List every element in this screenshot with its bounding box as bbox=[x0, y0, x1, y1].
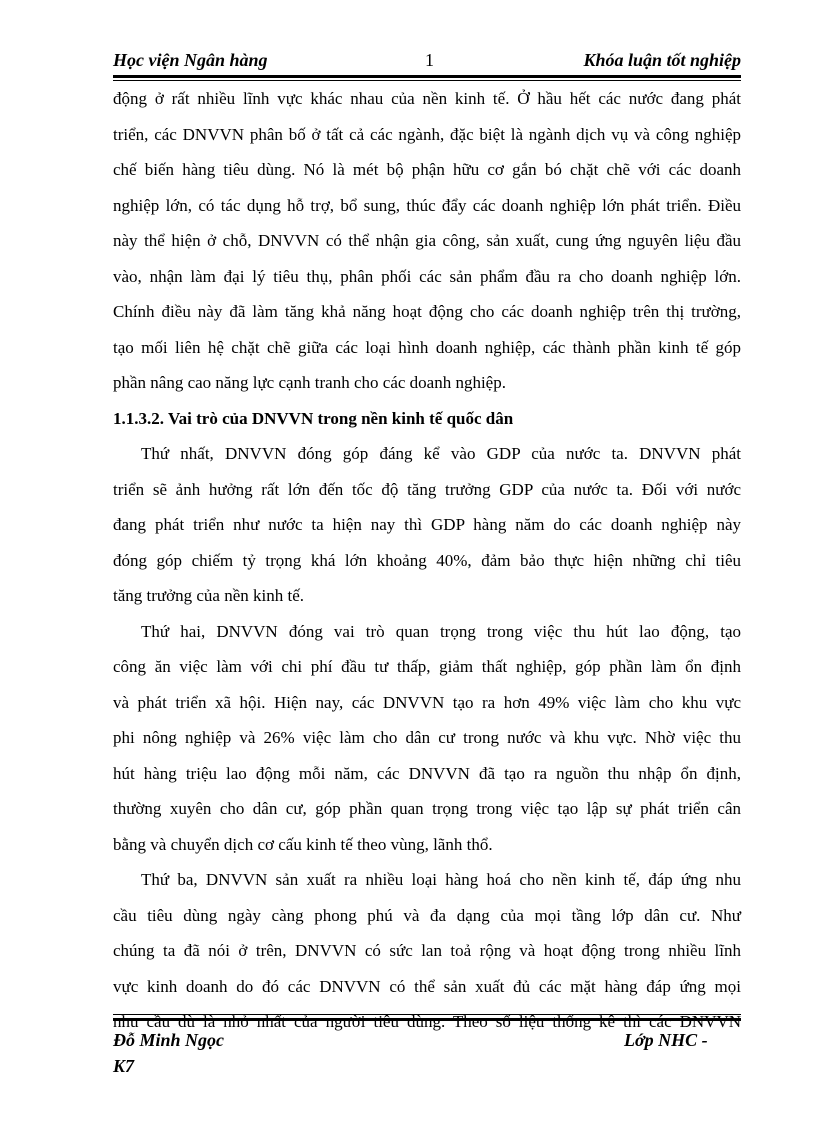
header-institution: Học viện Ngân hàng bbox=[113, 50, 268, 70]
text-line: Thứ ba, DNVVN sản xuất ra nhiều loại hàng hoá cho nền kinh tế, đáp ứng nhu bbox=[141, 870, 741, 889]
text-line: tạo mối liên hệ chặt chẽ giữa các loại hình doanh nghiệp, các thành phần kinh tế góp bbox=[113, 337, 741, 357]
text-line: hút hàng triệu lao động mỗi năm, các DNVVN đã tạo ra nguồn thu nhập ổn định, bbox=[113, 763, 741, 783]
text-line: này thể hiện ở chỗ, DNVVN có thể nhận gia công, sản xuất, cung ứng nguyên liệu đầu bbox=[113, 231, 741, 250]
text-line: và phát triển xã hội. Hiện nay, các DNVVN tạo ra hơn 49% việc làm cho khu vực bbox=[113, 692, 741, 712]
page-number: 1 bbox=[425, 50, 434, 70]
text-line: Chính điều này đã làm tăng khả năng hoạt động cho các doanh nghiệp trên thị trường, bbox=[113, 302, 741, 321]
footer-rule-thick bbox=[113, 1018, 741, 1021]
footer-author bbox=[113, 1027, 224, 1079]
text-line: phần nâng cao năng lực cạnh tranh cho các doanh nghiệp. bbox=[113, 373, 506, 392]
text-line: Thứ nhất, DNVVN đóng góp đáng kể vào GDP của nước ta. DNVVN phát bbox=[141, 444, 741, 463]
text-line: chế biến hàng tiêu dùng. Nó là mét bộ phận hữu cơ gắn bó chặt chẽ với các doanh bbox=[113, 160, 741, 179]
text-line: Thứ hai, DNVVN đóng vai trò quan trọng trong việc thu hút lao động, tạo bbox=[141, 621, 741, 641]
text-line: nghiệp lớn, có tác dụng hỗ trợ, bổ sung, thúc đẩy các doanh nghiệp lớn phát triển. Điều bbox=[113, 195, 741, 215]
footer-class: Lớp NHC - bbox=[624, 1030, 708, 1050]
text-line: cầu tiêu dùng ngày càng phong phú và đa dạng của mọi tầng lớp dân cư. Như bbox=[113, 905, 741, 925]
text-line: phi nông nghiệp và 26% việc làm cho dân cư trong nước và khu vực. Nhờ việc thu bbox=[113, 728, 741, 747]
text-line: tăng trưởng của nền kinh tế. bbox=[113, 586, 304, 605]
text-line: động ở rất nhiều lĩnh vực khác nhau của nền kinh tế. Ở hầu hết các nước đang phát bbox=[113, 89, 741, 108]
header-rule-thick bbox=[113, 75, 741, 78]
footer-rule-thin bbox=[113, 1014, 741, 1015]
text-line: vực kinh doanh do đó các DNVVN có thể sản xuất đủ các mặt hàng đáp ứng mọi bbox=[113, 976, 741, 996]
section-heading: 1.1.3.2. Vai trò của DNVVN trong nền kinh tế quốc dân bbox=[113, 408, 514, 428]
text-line: đang phát triển như nước ta hiện nay thì GDP hàng năm do các doanh nghiệp này bbox=[113, 515, 741, 534]
text-line: triển sẽ ảnh hưởng rất lớn đến tốc độ tăng trưởng GDP của nước ta. Đối với nước bbox=[113, 479, 741, 499]
text-line: đóng góp chiếm tỷ trọng khá lớn khoảng 40%, đảm bảo thực hiện những chỉ tiêu bbox=[113, 550, 741, 570]
body-text bbox=[113, 81, 741, 1040]
text-line: bằng và chuyển dịch cơ cấu kinh tế theo vùng, lãnh thổ. bbox=[113, 834, 493, 854]
text-line: vào, nhận làm đại lý tiêu thụ, phân phối các sản phẩm đầu ra cho doanh nghiệp lớn. bbox=[113, 266, 741, 286]
text-line: công ăn việc làm với chi phí đầu tư thấp, giảm thất nghiệp, góp phần làm ổn định bbox=[113, 657, 741, 676]
text-line: nhu cầu dù là nhỏ nhất của người tiêu dùng. Theo số liệu thống kê thì các DNVVN bbox=[113, 1012, 741, 1031]
header-document-type: Khóa luận tốt nghiệp bbox=[583, 50, 741, 70]
footer-author-class-code: K7 bbox=[113, 1056, 135, 1076]
text-line: triển, các DNVVN phân bố ở tất cả các ngành, đặc biệt là ngành dịch vụ và công nghiệp bbox=[113, 124, 741, 144]
text-line: thường xuyên cho dân cư, góp phần quan trọng trong việc tạo lập sự phát triển cân bbox=[113, 799, 741, 818]
footer-author-name: Đỗ Minh Ngọc bbox=[113, 1030, 225, 1050]
text-line: chúng ta đã nói ở trên, DNVVN có sức lan toả rộng và hoạt động trong nhiều lĩnh bbox=[113, 941, 741, 960]
